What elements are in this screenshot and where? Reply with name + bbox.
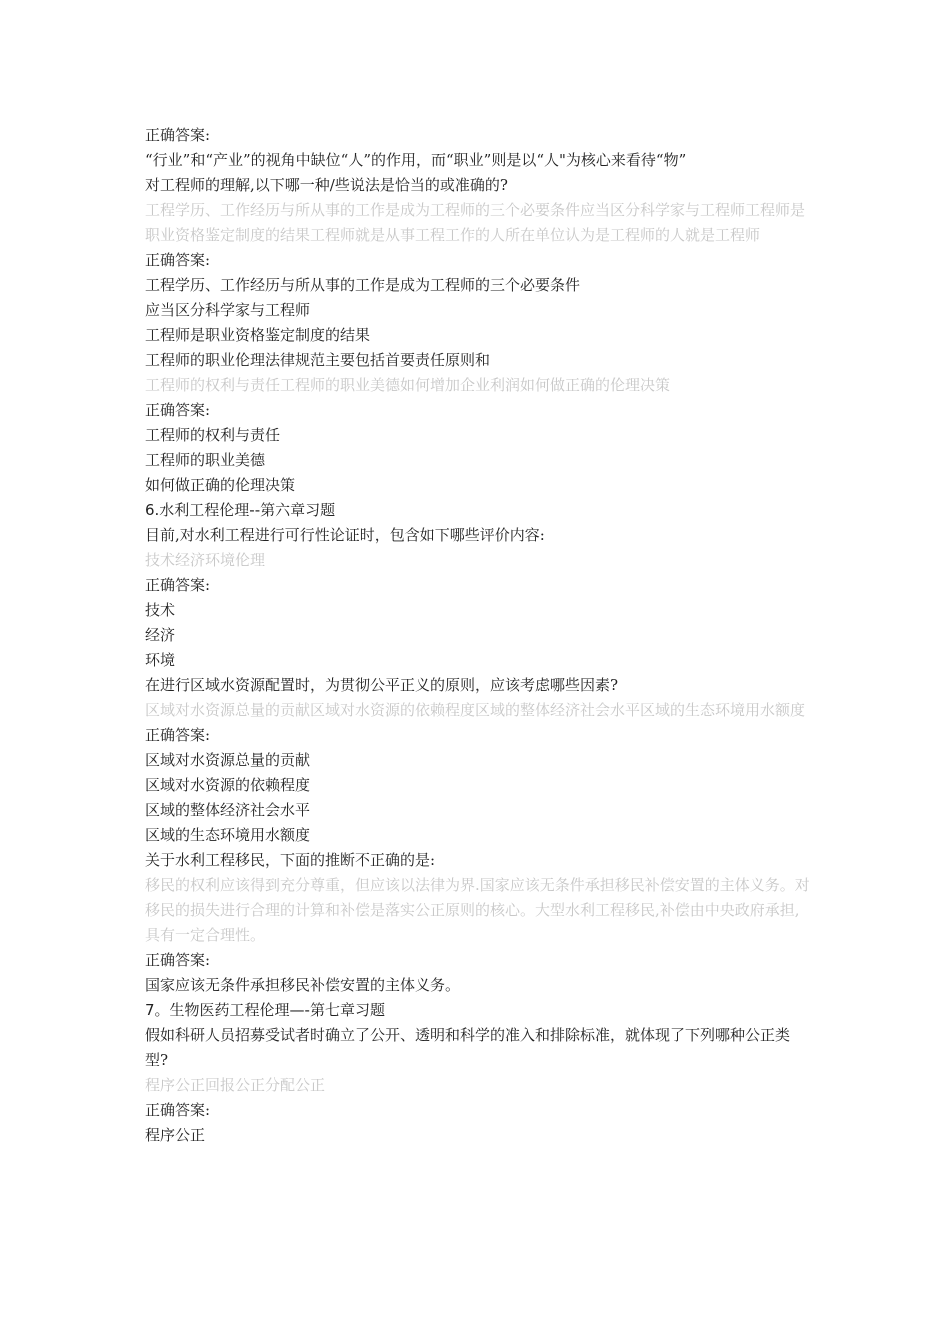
question-text: 关于水利工程移民，下面的推断不正确的是:: [145, 851, 436, 869]
section-heading: 6.水利工程伦理--第六章习题: [145, 501, 336, 519]
question-text: 对工程师的理解,以下哪一种/些说法是恰当的或准确的?: [145, 176, 508, 194]
options-text: 工程学历、工作经历与所从事的工作是成为工程师的三个必要条件应当区分科学家与工程师工程师是职业资格鉴定制度的结果工程师就是从事工程工作的人所在单位认为是工程师的人就是工程师: [145, 201, 806, 244]
answer-text: 技术: [145, 601, 176, 619]
answer-text: 如何做正确的伦理决策: [145, 476, 296, 494]
options-text: 程序公正回报公正分配公正: [145, 1076, 326, 1094]
answer-text: 工程师是职业资格鉴定制度的结果: [145, 326, 371, 344]
answer-label: 正确答案:: [145, 726, 211, 744]
options-text: 区域对水资源总量的贡献区域对水资源的依赖程度区域的整体经济社会水平区域的生态环境用水额度: [145, 701, 806, 719]
answer-text: 区域的生态环境用水额度: [145, 826, 311, 844]
answer-text: 区域对水资源总量的贡献: [145, 751, 311, 769]
answer-label: 正确答案:: [145, 576, 211, 594]
answer-label: 正确答案:: [145, 126, 211, 144]
answer-text: “行业”和“产业”的视角中缺位“人”的作用，而“职业”则是以“人"为核心来看待“物”: [145, 151, 687, 169]
options-text: 技术经济环境伦理: [145, 551, 266, 569]
question-text: 在进行区域水资源配置时，为贯彻公平正义的原则，应该考虑哪些因素?: [145, 676, 619, 694]
answer-text: 工程师的权利与责任: [145, 426, 281, 444]
options-text: 工程师的权利与责任工程师的职业美德如何增加企业利润如何做正确的伦理决策: [145, 376, 671, 394]
answer-label: 正确答案:: [145, 251, 211, 269]
answer-label: 正确答案:: [145, 401, 211, 419]
answer-label: 正确答案:: [145, 1101, 211, 1119]
question-text: 工程师的职业伦理法律规范主要包括首要责任原则和: [145, 351, 491, 369]
question-text: 目前,对水利工程进行可行性论证时，包含如下哪些评价内容:: [145, 526, 545, 544]
answer-text: 区域对水资源的依赖程度: [145, 776, 311, 794]
document-body: [145, 123, 810, 1148]
answer-text: 区域的整体经济社会水平: [145, 801, 311, 819]
options-text: 移民的权利应该得到充分尊重，但应该以法律为界.国家应该无条件承担移民补偿安置的主体义务。对移民的损失进行合理的计算和补偿是落实公正原则的核心。大型水利工程移民,补偿由中央政府承担,具有一定合理性。: [145, 876, 810, 944]
answer-text: 程序公正: [145, 1126, 206, 1144]
answer-text: 应当区分科学家与工程师: [145, 301, 311, 319]
answer-label: 正确答案:: [145, 951, 211, 969]
answer-text: 工程学历、工作经历与所从事的工作是成为工程师的三个必要条件: [145, 276, 581, 294]
section-heading: 7。生物医药工程伦理—-第七章习题: [145, 1001, 385, 1019]
answer-text: 工程师的职业美德: [145, 451, 266, 469]
question-text: 假如科研人员招募受试者时确立了公开、透明和科学的准入和排除标准，就体现了下列哪种公正类型?: [145, 1026, 791, 1069]
answer-text: 国家应该无条件承担移民补偿安置的主体义务。: [145, 976, 461, 994]
answer-text: 经济: [145, 626, 176, 644]
answer-text: 环境: [145, 651, 176, 669]
